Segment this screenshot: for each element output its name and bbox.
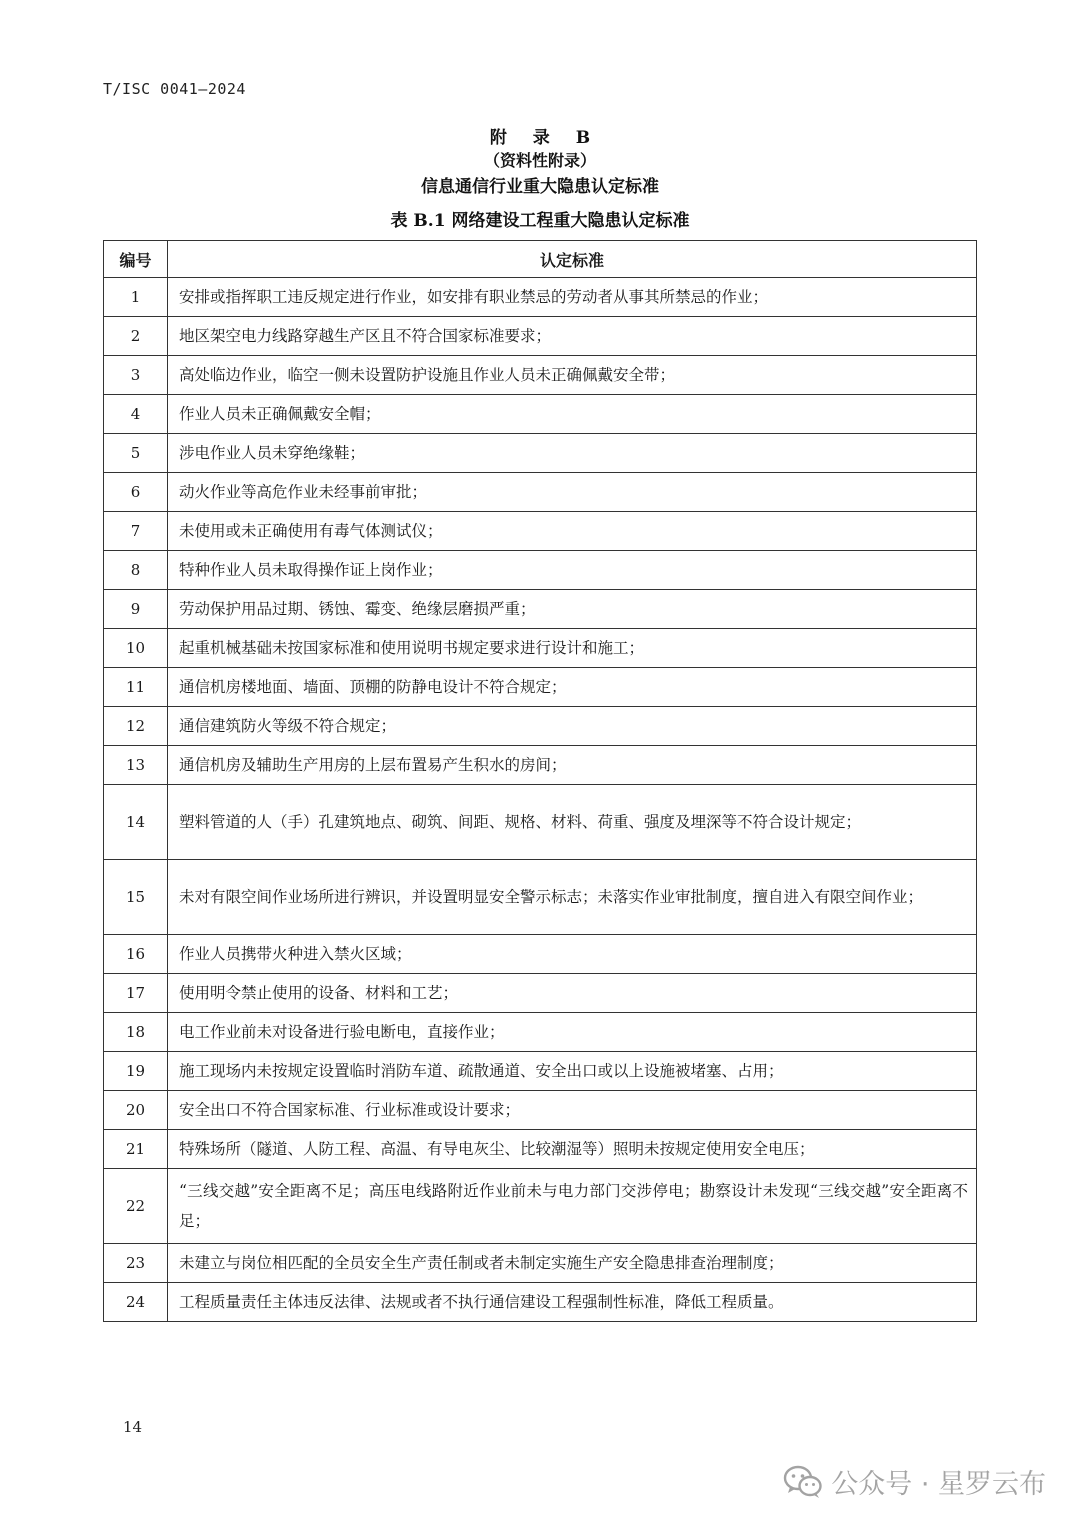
table-row <box>104 551 977 590</box>
row-criteria: 电工作业前未对设备进行验电断电，直接作业； <box>168 1013 977 1052</box>
row-criteria: 安排或指挥职工违反规定进行作业，如安排有职业禁忌的劳动者从事其所禁忌的作业； <box>168 278 977 317</box>
row-criteria: 塑料管道的人（手）孔建筑地点、砌筑、间距、规格、材料、荷重、强度及埋深等不符合设计规定； <box>168 785 977 860</box>
table-header-row <box>104 241 977 278</box>
table-row <box>104 1013 977 1052</box>
table-row <box>104 746 977 785</box>
row-criteria: 作业人员携带火种进入禁火区域； <box>168 935 977 974</box>
table-row <box>104 785 977 860</box>
row-number: 14 <box>104 785 168 860</box>
row-criteria: “三线交越”安全距离不足；高压电线路附近作业前未与电力部门交涉停电；勘察设计未发现“三线交越”安全距离不足； <box>168 1169 977 1244</box>
wechat-icon <box>783 1465 823 1499</box>
row-number: 23 <box>104 1244 168 1283</box>
row-number: 2 <box>104 317 168 356</box>
row-number: 5 <box>104 434 168 473</box>
row-number: 9 <box>104 590 168 629</box>
row-criteria: 未建立与岗位相匹配的全员安全生产责任制或者未制定实施生产安全隐患排查治理制度； <box>168 1244 977 1283</box>
table-row <box>104 395 977 434</box>
row-number: 7 <box>104 512 168 551</box>
watermark-text: 公众号 · 星罗云布 <box>831 1469 1046 1500</box>
table-row <box>104 860 977 935</box>
row-criteria: 高处临边作业，临空一侧未设置防护设施且作业人员未正确佩戴安全带； <box>168 356 977 395</box>
table-row <box>104 512 977 551</box>
criteria-table <box>103 240 977 1322</box>
row-criteria: 通信机房楼地面、墙面、顶棚的防静电设计不符合规定； <box>168 668 977 707</box>
row-criteria: 特种作业人员未取得操作证上岗作业； <box>168 551 977 590</box>
header-criteria: 认定标准 <box>168 241 977 278</box>
row-criteria: 使用明令禁止使用的设备、材料和工艺； <box>168 974 977 1013</box>
row-criteria: 地区架空电力线路穿越生产区且不符合国家标准要求； <box>168 317 977 356</box>
row-number: 18 <box>104 1013 168 1052</box>
row-criteria: 通信建筑防火等级不符合规定； <box>168 707 977 746</box>
row-criteria: 工程质量责任主体违反法律、法规或者不执行通信建设工程强制性标准，降低工程质量。 <box>168 1283 977 1322</box>
table-row <box>104 356 977 395</box>
table-row <box>104 629 977 668</box>
table-row <box>104 1244 977 1283</box>
table-row <box>104 707 977 746</box>
table-row <box>104 317 977 356</box>
row-number: 4 <box>104 395 168 434</box>
table-row <box>104 1130 977 1169</box>
row-number: 22 <box>104 1169 168 1244</box>
row-criteria: 施工现场内未按规定设置临时消防车道、疏散通道、安全出口或以上设施被堵塞、占用； <box>168 1052 977 1091</box>
row-criteria: 作业人员未正确佩戴安全帽； <box>168 395 977 434</box>
table-row <box>104 1169 977 1244</box>
table-row <box>104 668 977 707</box>
row-number: 11 <box>104 668 168 707</box>
table-row <box>104 935 977 974</box>
row-number: 10 <box>104 629 168 668</box>
row-criteria: 未使用或未正确使用有毒气体测试仪； <box>168 512 977 551</box>
row-number: 6 <box>104 473 168 512</box>
table-row <box>104 974 977 1013</box>
appendix-type: （资料性附录） <box>483 151 596 170</box>
row-number: 20 <box>104 1091 168 1130</box>
table-row <box>104 434 977 473</box>
row-criteria: 通信机房及辅助生产用房的上层布置易产生积水的房间； <box>168 746 977 785</box>
row-number: 24 <box>104 1283 168 1322</box>
row-criteria: 起重机械基础未按国家标准和使用说明书规定要求进行设计和施工； <box>168 629 977 668</box>
row-criteria: 未对有限空间作业场所进行辨识，并设置明显安全警示标志；未落实作业审批制度，擅自进入有限空间作业； <box>168 860 977 935</box>
page-number: 14 <box>123 1418 143 1436</box>
row-number: 12 <box>104 707 168 746</box>
row-number: 8 <box>104 551 168 590</box>
row-number: 19 <box>104 1052 168 1091</box>
table-caption: 表 B.1 网络建设工程重大隐患认定标准 <box>390 211 690 231</box>
row-number: 15 <box>104 860 168 935</box>
row-number: 21 <box>104 1130 168 1169</box>
row-number: 3 <box>104 356 168 395</box>
row-number: 16 <box>104 935 168 974</box>
row-criteria: 涉电作业人员未穿绝缘鞋； <box>168 434 977 473</box>
table-row <box>104 1091 977 1130</box>
table-row <box>104 278 977 317</box>
table-row <box>104 1052 977 1091</box>
standard-code: T/ISC 0041—2024 <box>103 80 246 98</box>
watermark <box>783 1462 1046 1501</box>
header-number: 编号 <box>104 241 168 278</box>
row-number: 13 <box>104 746 168 785</box>
row-criteria: 动火作业等高危作业未经事前审批； <box>168 473 977 512</box>
row-criteria: 安全出口不符合国家标准、行业标准或设计要求； <box>168 1091 977 1130</box>
table-row <box>104 1283 977 1322</box>
appendix-title: 信息通信行业重大隐患认定标准 <box>421 177 659 197</box>
row-criteria: 特殊场所（隧道、人防工程、高温、有导电灰尘、比较潮湿等）照明未按规定使用安全电压； <box>168 1130 977 1169</box>
row-number: 17 <box>104 974 168 1013</box>
row-number: 1 <box>104 278 168 317</box>
appendix-label: 附 录 B <box>489 128 601 148</box>
table-row <box>104 473 977 512</box>
row-criteria: 劳动保护用品过期、锈蚀、霉变、绝缘层磨损严重； <box>168 590 977 629</box>
table-row <box>104 590 977 629</box>
